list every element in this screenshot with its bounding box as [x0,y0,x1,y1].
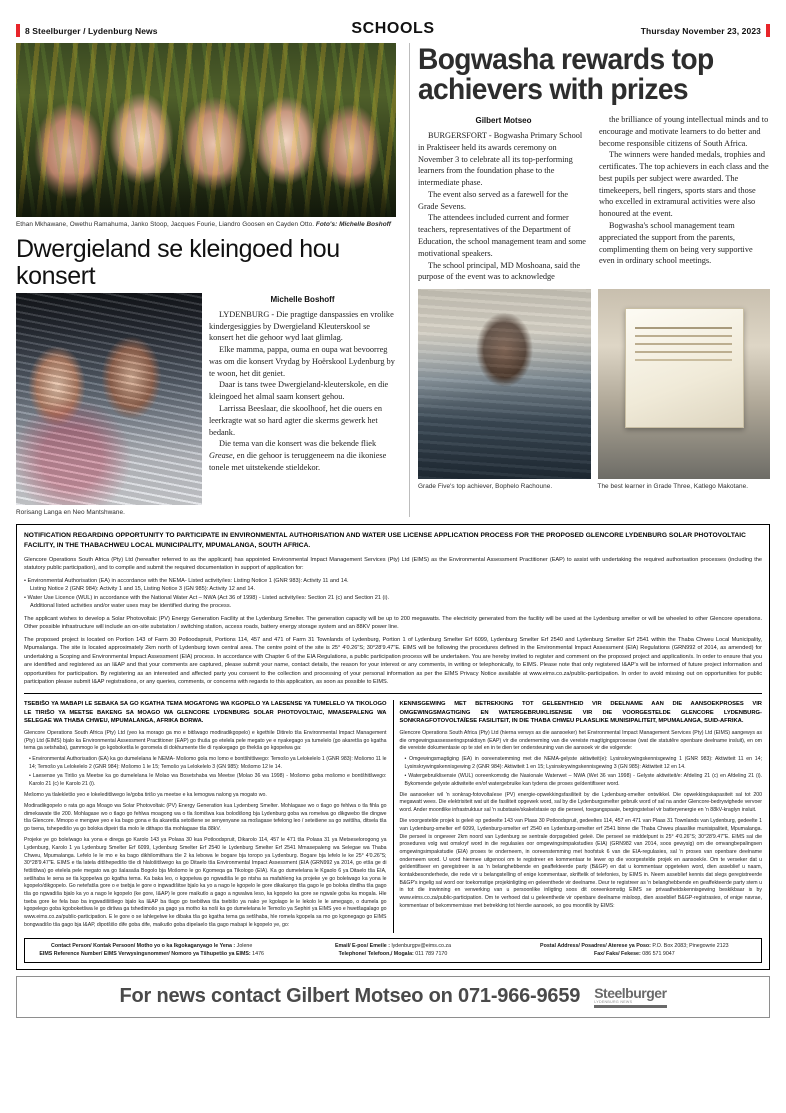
afrikaans-para-3: Daar is tans twee Dwergieland-kleuterskole, en die kleingoed het almal saam konsert gehou. [209,380,389,402]
postal-address-row [514,942,755,950]
fax-label: Fax/ Faks/ Fekese: [593,951,641,958]
photo-cert-caption: The best learner in Grade Three, Katlego Makotane. [597,483,749,491]
publication-date: Thursday November 23, 2023 [640,25,761,36]
bogwasha-right-para-3: Bogwasha's school management team appreciated the support from the parents, complimenting them on being very supportive even in ordinary school meetings. [599,221,753,266]
photo-kids-credit: Foto's: Michelle Boshoff [315,221,391,228]
bogwasha-left-para-3: The attendees included current and former teachers, representatives of the Department of Education, the school management team and some motivational speakers. [418,213,586,258]
notice-para-2: The applicant wishes to develop a Solar Photovoltaic (PV) Energy Generation Facility at the Lydenburg Smelter. The generation capacity will be up to 200 megawatts. The electricity generated from the facility will be used at the Lydenburg smelter or will be wheeled to other Glencore operations. Other possible infrastructure will include an on-site substation / switching station, access roads, battery energy storage system and an 88KV power line. [24,615,762,631]
ad-logo-rule [594,1005,666,1008]
fax-value: 086 571 9047 [642,951,675,958]
photo-cert-wrap [598,289,771,491]
left-column [16,43,404,517]
sepedi-para-1: Glencore Operations South Africa (Pty) Ltd (yeo ka morago ga mo e bitšwago modiradikgopelo) e kgethile Ditirelo tša Environmental Impact Management (Pty) Ltd (EIMS) bjalo ka Environmental Assessment Practitioner (EAP) go thuša go etelela pele megato ye e nyakegago ya tumelelo (go akaretša go kgatha tema ga setshaba), gammogo le go kgoboketša le goromela di dokhumente tše di nyakegago go thekša go kgopelwa ga: [24,729,387,752]
photo-dancers-caption: Rorisang Langa en Neo Mantshwane. [16,508,125,516]
photo-kids-caption [16,220,396,229]
reference-number-row [31,950,272,958]
contact-postal-col [514,942,755,959]
bogwasha-left-para-4: The school principal, MD Moshoana, said the purpose of the event was to acknowledge [418,260,581,282]
afrikaans-para-5-pre: Die tema van die konsert was die bekende fliek [219,439,377,449]
telephone-label: Telephone/ Telefoon,/ Mogala: [338,951,414,958]
afrikaans-notice-bullet-1: • Omgewingsmagtiging (EA) in ooreenstemming met die NEMA-gelyste aktiwiteit(e): Lysinskrywingskennisgewing 1 (GNR 983): Aktiwiteit 11 en 14; Lysinskrywingskennisgewing 2 (GNR 984): Aktiwiteit 1 en 15; Lysinskrywingskennisgewing 3 (GN 985): Aktiwiteit 12 en 14. [404,756,762,771]
afrikaans-notice-bullets [400,756,763,788]
afrikaans-para-5-post: , en die gehoor is teruggeneem na die ikoniese tonele met uitstekende stieldekor. [209,451,387,472]
afrikaans-article-text [209,293,396,474]
notice-trilingual-section [24,693,762,933]
masthead-left [16,24,158,37]
sepedi-bullet-2: • Laesense ya Tirišo ya Meetse ka go dumelelana le Molao wa Bosetshaba wa Meetse (Molao 36 wa 1998) - Mošomo goba mošomo e bontšhitšwego: Karolo 21 (c) le Karolo 21 (i). [29,772,387,787]
red-accent-bar-right [766,24,770,37]
sepedi-para-4: Projeke ye go bolelwago ka yona e direga go Karolo 143 ya Polasa 30 kua Potloodspruit, Dikarolo 114, 457 le 471 tša Polasa 31 ya Metseselorogong ya Lydenburg, Karolo 1 ya Lydenburg Smelter Erf 6099, Lydenburg Smelter Erf 2540 le Lydenburg Smelter Erf 2541 Mmasepaleng wa Selegae wa Thaba Chweu, Mpumalanga. Lefelo le le mo e ka bago dikhilomithara tše 2 ka lebowa le bogare bja toropo ya Lydenburg. Bogare bja lefelo le ke 25° 4'0.26"S; 30°28'9.47"E. EIMS e tla latela ditšhepedišo tše di hlalošitšwego ka go Ditaelo tša Environmental Impact Assessment (EIA (GRN992 ya 2014, go etša ge di fetšitšwa) go etelela pele megato wa go šalasaša Bogolo bja Mošomo le go Kgomeqa ga Tikologo (EIA). Ka go dumelelana le Kgaolo 6 ya Ditaelo tša EIA, setšhaba le sena se tla kgopelwa go kgatha tema. Ka baka leo, o kgopelwa go ngwadiša le go ntsha sa mafahleng ka projeke ye go bolelwago ka yona le kgopelo/dikgopelo. Go netefatša gore o e tsebja le gore o ingwadišitse bjalo ka yo a nago le kgopelo le gore dikakanyo tša gago le go boloka dintlha tša gago tša go ngwadiša bjalo ka yo a nago le kgopelo (ke gore, I&AP) le gore maikutlo a gago a ngwalwa leso, ka kgopelo ka gore se ngwale goba ka mogala. Hle tseba gore ke fela bao ba ingwadišitšego bjalo ka I&AP ba tlago go tsebišwa tša tsebišo ya nako ye kgolago le le lekolo le le amegago, o dumela go kgopelego goba kgoboketšwa le go diršwa ga tshedimošo ya gago ya motho ka noši ka go dumelelana le Temošo ya Sephiri ya EIMS yeo e hwetšagalago go www.eims.co.za/public-participation. E le gore o se lahlegelwe ke dibaka tša go kgatha tema ga setšhaba, hle romela kgopela sa mo go kgonegago go EIMS bongwadišo tša gago bja I&AP, dipotšišo dife goba dife, maikutlo goba dipelaelo tša gago mabapi le kgopelo ye, go: [24,837,387,928]
bogwasha-col-1 [418,114,589,283]
notice-bullet-2-sub: Additional listed activities and/or water uses may be identified during the process. [30,603,232,610]
afrikaans-article-grid [16,293,396,517]
bogwasha-col-2 [599,114,770,283]
afrikaans-para-1: LYDENBURG - Die pragtige danspassies en vrolike kindergesiggies by Dwergieland Kleuterskool se konsert het die gehoor wyd laat glimlag. [209,309,394,343]
afrikaans-notice-title: KENNISGEWING MET BETREKKING TOT GELEENTHEID VIR DEELNAME AAN DIE AANSOEKPROSES VIR OMGEWINGSMAGTIGING EN WATERGEBRUIKLISENSIE VIR DIE VOORGESTELDE GLENCORE LYDENBURG-SONKRAGFOTOVOLTAÏESE FASILITEIT, IN DIE THABA CHWEU PLAASLIKE MUNISIPALITEIT, MPUMALANGA, SUID-AFRIKA. [399,700,762,725]
award-photo-row [418,289,770,491]
reference-number-label: EIMS Reference Number/ EIMS Verwysingsnommer/ Nomoro ya Tšhupetšo ya EIMS: [39,951,251,958]
column-divider [409,43,410,517]
afrikaans-notice-bullet-2: • Watergebruiklisensie (WUL) ooreenkomstig die Nasionale Waterwet – NWA (Wet 36 van 1998) - Gelyste aktiwiteit/e: Afdeling 21 (c) en Afdeling 21 (i). Bykomende gelyste aktiwiteite en/of watergebruike kan tydens die proses geïdentifiseer word. [404,772,762,787]
steelburger-logo [594,986,666,1009]
afrikaans-para-2: Elke mamma, pappa, ouma en oupa wat bevoorreg was om die konsert Vrydag by Hoërskool Lydenburg by te woon, het dit geniet. [209,345,395,378]
notice-bullet-2: • Water Use Licence (WUL) in accordance with the National Water Act – NWA (Act 36 of 1998) - Listed activity/ies: Section 21 (c) and Section 21 (i). [24,594,390,601]
sepedi-title: TSEBIŠO YA MABAPI LE SEBAKA SA GO KGATHA TEMA MOGATONG WA KGOPELO YA LAESENSE YA TUMELELO YA TIKOLOGO LE TIRIŠO YA MEETSE BAKENG SA MOAGO WA GLENCORE LYDENBURG SOLAR PHOTOVOLTAIC, MMASEPALENG WA SELEGAE WA THABA CHWEU, MPUMALANGA, AFRIKA BORWA. [24,700,387,725]
public-notice-box [16,524,770,970]
notice-title: NOTIFICATION REGARDING OPPORTUNITY TO PARTICIPATE IN ENVIRONMENTAL AUTHORISATION AND WATER USE LICENSE APPLICATION PROCESS FOR THE PROPOSED GLENCORE LYDENBURG SOLAR PHOTOVOLTAIC FACILITY, IN THE THABACHWEU LOCAL MUNICIPALITY, MPUMALANGA, SOUTH AFRICA. [24,532,746,549]
right-column [415,43,770,491]
page-label: 8 Steelburger / Lydenburg News [25,25,158,36]
ad-logo-name: Steelburger [594,984,667,1001]
email-row [272,942,513,950]
red-accent-bar-left [16,24,20,37]
postal-address-value: P.O. Box 2083; Pinegowrie 2123 [652,942,729,949]
photo-kids-caption-text: Ethan Mkhawane, Owethu Ramahuma, Janko Stoop, Jacques Fourie, Liandro Goosen en Cayden Otto. [16,221,316,228]
email-value[interactable]: lydenburgpv@eims.co.za [391,942,452,949]
reference-number-value: 1476 [252,951,264,958]
photo-dancers-wrap [16,293,202,517]
notice-contact-strip [24,938,762,963]
photo-award-wrap [418,289,591,491]
ad-contact-text: For news contact Gilbert Motseo on 071-966-9659 [119,985,581,1008]
sepedi-para-2: Mešomo ya tlalekletšo yeo e lokeleditšwego le/goba tirišo ya meetse e ka lemogwa nalong ya mogato wo. [24,791,267,798]
headline-main: Bogwasha rewards top achievers with prizes [418,43,714,106]
telephone-row [272,950,513,958]
section-title: SCHOOLS [351,20,435,37]
notice-afrikaans-column [394,700,763,933]
byline-main: Gilbert Motseo [475,116,532,125]
bogwasha-body-right [599,114,770,267]
headline-afrikaans: Dwergieland se kleingoed hou konsert [16,235,340,290]
film-title: Grease [209,451,233,461]
photo-dancers [16,293,202,505]
bogwasha-left-para-2: The event also served as a farewell for the Grade Sevens. [418,189,569,211]
bogwasha-right-para-2: The winners were handed medals, trophies and certificates. The top achievers in each class and the best pupils per subject were awarded. The timekeepers, bell ringers, sports stars and those who excelled in extramural activities were also honoured at the event. [599,150,769,219]
bogwasha-right-para-1: the brilliance of young intellectual minds and to encourage and motivate learners to do better and become responsible citizens of South Africa. [599,115,769,148]
bogwasha-article-columns [418,114,770,283]
afrikaans-notice-para-2: Die aansoeker wil 'n sonkrag-fotovoltaïese (PV) energie-opwekkingsfasiliteit by die Lydenburg-smelter ontwikkel. Die opwekkingskapasiteit sal tot 200 megawatt wees. Die elektrisiteit wat uit die fasiliteit opgewek word, sal by die Lydenburgsmelter gebruik word of sal na ander Glencore-bedrywighede vervoer word. Ander moontlike infrastruktuur sal 'n substasie/skakelstasie op die perseel, toegangspaaie, bergingstelsel vir batteryenergie en 'n 88kV-kraglyn insluit. [399,791,762,814]
notice-sepedi-column [24,700,393,933]
telephone-value: 011 789 7170 [415,951,448,958]
top-content-grid [16,43,770,517]
masthead [16,0,770,43]
bottom-advertisement [16,976,770,1018]
contact-email-col [272,942,513,959]
fax-row [514,950,755,958]
byline-afrikaans: Michelle Boshoff [270,294,335,304]
afrikaans-notice-para-3: Die voorgestelde projek is geleë op gedeelte 143 van Plaas 30 Potloodspruit, gedeeltes 114, 457 en 471 van Plaas 31 Townlands van Lydenburg, gedeelte 1 van Lydenburg-smelter erf 6099, Lydenburg-smelter erf 2540 en Lydenburg-smelter erf 2541 binne die Thaba Chweu plaaslike munisipaliteit, Mpumalanga. Die perseel is ongeveer 2km noord van Lydenburg se sentrale dorpsgebied geleë. Die perseel se middelpunt is 25° 4'0.26"S; 30°28'9.47"E. EIMS sal die prosedures volg wat omskryf word in die regulasies oor omgewingsimpakstudies (EIA) (GRN982 van 2014, soos gewysig) om die omvangbepalingsen omgewingsimpakstudie (EIA) proses te onderneem, in ooreenstemming met hoofstuk 6 van die EIA-regulasies, sal 'n proses van openbare deelname onderneem word. U word hiermee uitgenooi om te registreer en kommentaar te lewer op die voorgestelde projek en aansoek/e. Om te verseker dat u geïdentifiseer en geregistreer is as 'n belanghebbende en geaffekteerde party (B&GP) en dat u kommentaar opgeteken word, dien asseblief u naam, kontakbesonderhede, die rede vir u belangstelling of enige kommentaar, skriftelik of telefonies, by EIMS in. Neem asseblief kennis dat slegs geregistreerde B&GP's ingelig sal word oor toekomstige projekinligting en geleenthede vir deelname. Deur te registreer as 'n belanghebbende en geaffekteerde party stem u in tot die inwinning en verwerking van u persoonlike inligting soos dit ooreenkomstig EIMS se privaatheidskennisgewing beskikbaar is by www.eims.co.za/public-participation. Om te verhoed dat u geleenthede vir openbare deelname misloop, dien asseblief B&GP-registrasies, of enige navrae, kommentaar of bekommernisse met betrekking tot hierdie aansoek, so gou moontlik by EIMS: [399,818,762,909]
afrikaans-para-4: Larrissa Beeslaar, die skoolhoof, het die ouers en leerkragte wat so hard agter die skerms gewerk het bedank. [209,404,383,437]
sepedi-bullet-1: • Environmental Authorisation (EA) ka go dumelelana le NEMA- Mošomo gola mo lomo e bontšhitšwego: Temošo ya Lelokelelo 1 (GNR 983): Mošomo 11 le 14; Temošo ya Lelokelelo 2 (GNR 984): Mošomo 1 le 15; Temošo ya Lelokelelo 3 (GN 985): Mošomo 12 le 14. [29,756,387,771]
notice-bullet-1-sub: Listing Notice 2 (GNR 984): Activity 1 and 15, Listing Notice 3 (GN 985): Activity 12 and 14. [30,586,256,593]
bogwasha-left-para-1: BURGERSFORT - Bogwasha Primary School in Praktiseer held its awards ceremony on November 3 to celebrate all its top-performing learners from the foundation phase to the intermediate phase. [418,131,583,188]
notice-bullet-1: • Environmental Authorisation (EA) in accordance with the NEMA- Listed activity/ies: Listing Notice 1 (GNR 983): Activity 11 and 14. [24,577,349,584]
photo-certificate [598,289,771,479]
contact-person-label: Contact Person/ Kontak Persoon/ Motho yo o ka Ikgokaganyago le Yena : [51,942,236,949]
notice-intro: Glencore Operations South Africa (Pty) Ltd (hereafter referred to as the applicant) has appointed Environmental Impact Management Services (Pty) Ltd (EIMS) as the Environmental Assessment Practitioner (EAP) to assist with undertaking the required authorisation processes (including the statutory public participation), and to compile and submit the required documentation in support of application for: [24,556,762,572]
contact-person-row [31,942,272,950]
photo-kids-group [16,43,396,217]
photo-award-caption: Grade Five's top achiever, Bophelo Rachoune. [418,483,553,491]
ad-logo-subtitle: LYDENBURG NEWS [594,999,633,1004]
afrikaans-para-5 [209,438,396,473]
afrikaans-body [209,309,396,474]
sepedi-bullets [24,756,387,788]
postal-address-label: Postal Address/ Posadres/ Aterese ya Poso: [540,942,651,949]
masthead-right [641,24,770,37]
sepedi-para-3: Modiradikgopelo o rata go aga Moago wa Solar Photovoltaic (PV) Energy Generation kua Lydenberg Smelter. Mohlagase wo o tlago go fehlwa o tla fihla go dimekawate tše 200. Mohlagase wo o tlago go fehlwa moagong wa o tla šomišwa kua bolodišong bja Lydenburg goba wa romelwa go dikgwebo tše dingwe tša Glencore. Mmopo e mengwe yeo e ka bago gona e tla akaretša setoišene se senyenyane sa mošagase tefelong leo / seteišene sa go switšha, ditsela tša go tsena, tshepedišo ya go boloka dipeiri tša molo le dithapo tša mohlagase tša 88kV. [24,802,387,832]
bogwasha-body-left [418,130,589,283]
notice-para-3: The proposed project is located on Portion 143 of Farm 30 Potloodspruit, Portions 114, 457 and 471 of Farm 31 Townlands of Lydenburg, Portion 1 of Lydenburg Smelter Erf 6099, Lydenburg Smelter Erf 2540 and Lydenburg Smelter Erf 2541 within the Thaba Chweu Local Municipality, Mpumalanga. The site is located approximately 2km north of Lydenburg town central area. The centre point of the site is 25° 4'0.26"S; 30°28'9.47"E. EIMS will be following the procedures defined in the Environmental Impact Assessment (EIA) Regulations (GRN992 of 2014, as amended) for undertaking a Scoping and Environmental Impact Assessment (EIA) process. In accordance with Chapter 6 of the EIA Regulations, a public participation process will be undertaken. You are hereby invited to register and comment on the proposed project and application/s. In order to ensure that you are identified and registered as an I&AP and that your comments are captured, please submit your name, contact details, the reason for your interest or any comments, in writing or telephonically, to EIMS. Please note that only registered I&AP's will be informed of future project information and opportunities for participation. By registering as an interested and affected party you consent to the collection and processing of your personal information as per the EIMS Privacy Notice available at www.eims.co.za/public-participation. In order to avoid missing out on opportunities for public participation please submit I&AP registrations, or any queries, comments, or concerns with regards to this application, as soon as possible to EIMS. [24,636,762,686]
email-label: Email/ E-pos/ Emeile : [334,942,390,949]
afrikaans-notice-para-1: Glencore Operations South Africa (Pty) Ltd (hierna verwys as die aansoeker) het Environmental Impact Management Services (Pty) Ltd (EIMS) aangewys as die omgewingsassesseringspraktisyn (EAP) vir die onderneming van die vereiste magtigingsprosesse (wat die statutêre openbare deelname insluit), en om die vereiste dokumentasie op te stel en in te dien ter ondersteuning van die aansoek vir die volgende: [399,729,762,752]
notice-bullet-list [24,577,762,611]
photo-award-winner [418,289,591,479]
contact-person-value: Jolene [236,942,253,949]
contact-person-col [31,942,272,959]
